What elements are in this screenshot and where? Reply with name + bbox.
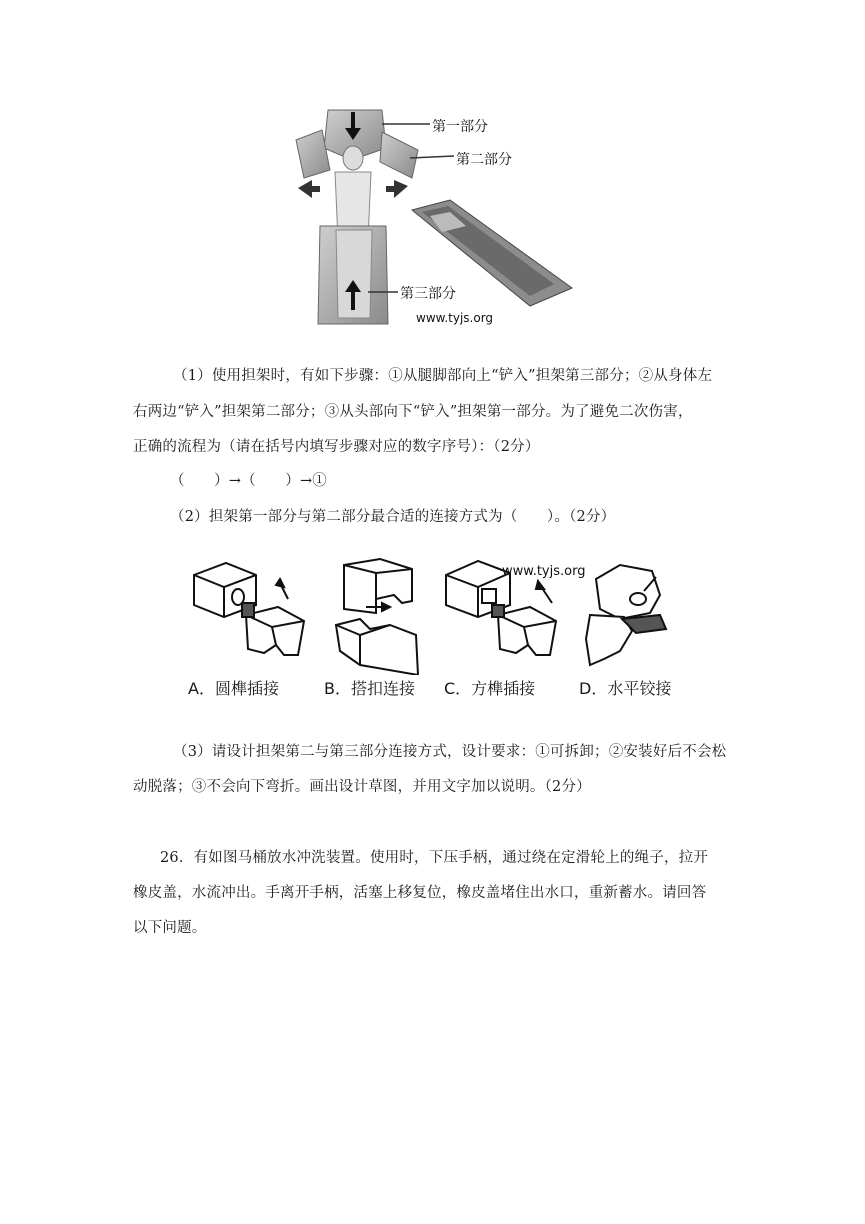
q3-line2: 动脱落；③不会向下弯折。画出设计草图，并用文字加以说明。（2分）: [133, 779, 591, 795]
joint-options-illustration: [180, 555, 690, 675]
arrow-right-side: [386, 180, 408, 198]
q3-line1: （3）请设计担架第二与第三部分连接方式，设计要求：①可拆卸；②安装好后不会松: [173, 744, 727, 760]
q2-line1: （2）担架第一部分与第二部分最合适的连接方式为（ ）。（2分）: [170, 509, 616, 525]
option-a-label: A．圆榫插接: [188, 679, 279, 698]
q1-line3: 正确的流程为（请在括号内填写步骤对应的数字序号）：（2分）: [133, 439, 540, 455]
option-d-label: D．水平铰接: [579, 679, 672, 698]
option-b-label: B．搭扣连接: [324, 679, 415, 698]
arrow-left-side: [298, 180, 320, 198]
q1-line1: （1）使用担架时，有如下步骤：①从腿脚部向上“铲入”担架第三部分；②从身体左: [173, 368, 713, 384]
figure2-watermark: www.tyjs.org: [502, 564, 586, 579]
stretcher-part2-right: [380, 132, 418, 178]
q26-line1: 26．有如图马桶放水冲洗装置。使用时，下压手柄，通过绕在定滑轮上的绳子，拉开: [160, 850, 709, 866]
label-part1: 第一部分: [432, 119, 488, 135]
stretcher-illustration: [290, 100, 575, 332]
q1-line2: 右两边“铲入”担架第二部分；③从头部向下“铲入”担架第一部分。为了避免二次伤害，: [133, 404, 693, 420]
q26-line3: 以下问题。: [133, 920, 207, 936]
label-part2: 第二部分: [456, 152, 512, 168]
stretcher-figure: [290, 100, 575, 332]
figure1-watermark: www.tyjs.org: [416, 311, 494, 325]
option-c-label: C．方榫插接: [444, 679, 536, 698]
option-a-drawing: [194, 563, 304, 655]
label-part3: 第三部分: [400, 286, 456, 302]
option-b-drawing: [336, 559, 418, 675]
person-head: [343, 146, 363, 170]
option-d-drawing: [586, 565, 666, 665]
q26-line2: 橡皮盖，水流冲出。手离开手柄，活塞上移复位，橡皮盖堵住出水口，重新蓄水。请回答: [133, 885, 707, 901]
q1-answer-line: （ ）→（ ）→①: [170, 473, 327, 489]
